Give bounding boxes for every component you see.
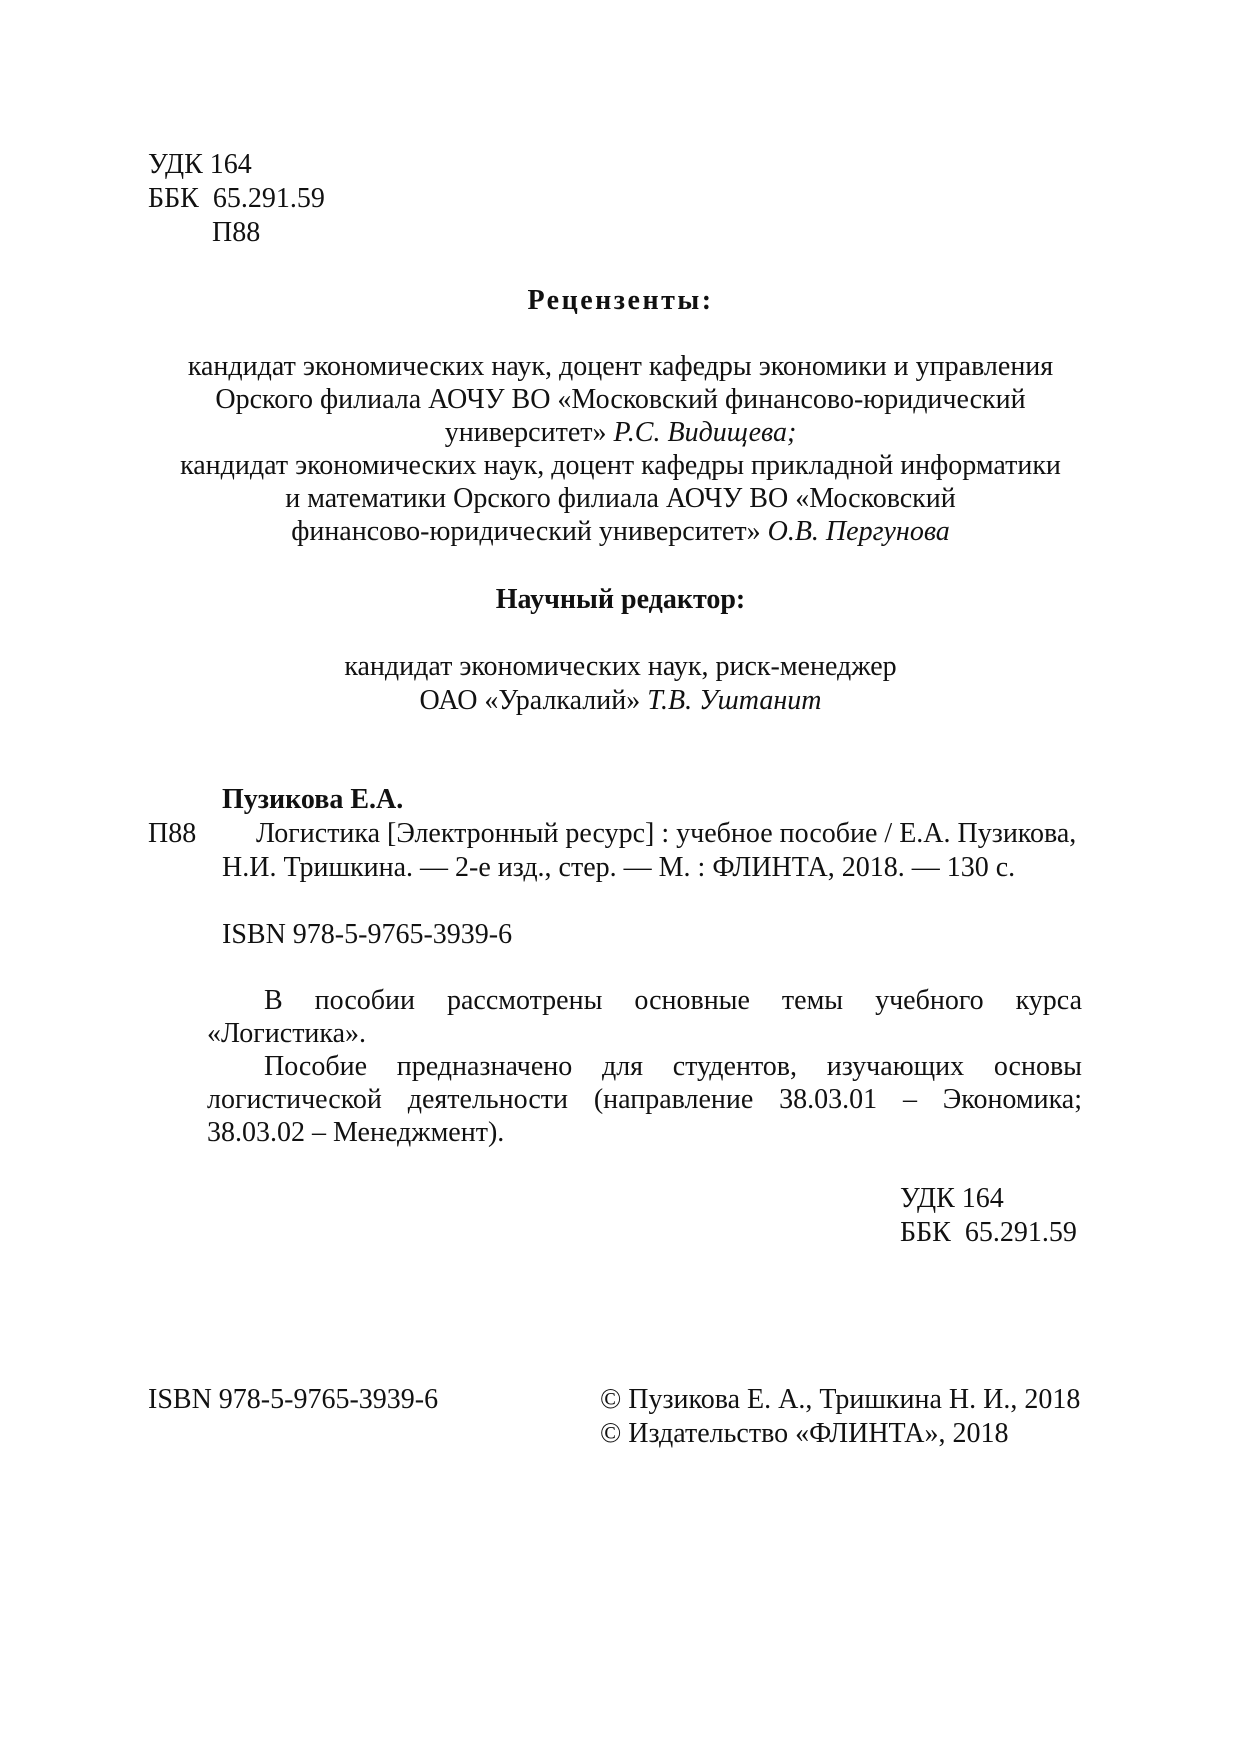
editor-heading: Научный редактор: [495, 584, 746, 615]
reviewer-line: кандидат экономических наук, доцент кафедры экономики и управления [187, 351, 1054, 382]
reviewer-line: кандидат экономических наук, доцент кафедры прикладной информатики [180, 450, 1061, 481]
book-author: Пузикова Е.А. [222, 784, 404, 815]
reviewer-line: и математики Орского филиала АОЧУ ВО «Московский [285, 483, 956, 514]
reviewer-line: университет» Р.С. Видищева; [444, 417, 797, 448]
udk-code: УДК 164 [148, 149, 252, 180]
annotation-paragraph: Пособие предназначено для студентов, изучающих основы логистической деятельности (направление 38.03.01 – Экономика; 38.03.02 – Менеджмент). [207, 1051, 1082, 1148]
copyright-publisher: © Издательство «ФЛИНТА», 2018 [600, 1418, 1009, 1449]
reviewer-line: Орского филиала АОЧУ ВО «Московский финансово-юридический [215, 384, 1026, 415]
bbk-code: ББК 65.291.59 [148, 183, 325, 214]
editor-name: Т.В. Уштанит [647, 685, 822, 716]
footer-bbk-code: ББК 65.291.59 [900, 1217, 1077, 1248]
footer-isbn: ISBN 978-5-9765-3939-6 [148, 1384, 439, 1415]
bibliographic-mark: П88 [148, 818, 197, 849]
editor-line: ОАО «Уралкалий» Т.В. Уштанит [419, 685, 822, 716]
bibliographic-title-line: Н.И. Тришкина. — 2-е изд., стер. — М. : ФЛИНТА, 2018. — 130 с. [222, 852, 1016, 883]
reviewer-name: О.В. Пергунова [767, 516, 950, 547]
annotation [207, 984, 1082, 1149]
editor-line: кандидат экономических наук, риск-менеджер [344, 651, 897, 682]
author-mark: П88 [212, 217, 261, 248]
reviewer-line: финансово-юридический университет» О.В. Пергунова [291, 516, 950, 547]
reviewers-heading: Рецензенты: [527, 285, 714, 316]
reviewer-name: Р.С. Видищева; [613, 417, 797, 448]
annotation-paragraph: В пособии рассмотрены основные темы учебного курса «Логистика». [207, 985, 1082, 1049]
copyright-authors: © Пузикова Е. А., Тришкина Н. И., 2018 [600, 1384, 1081, 1415]
footer-udk-code: УДК 164 [900, 1183, 1004, 1214]
bibliographic-title-line: Логистика [Электронный ресурс] : учебное пособие / Е.А. Пузикова, [256, 818, 1077, 849]
isbn: ISBN 978-5-9765-3939-6 [222, 919, 513, 950]
